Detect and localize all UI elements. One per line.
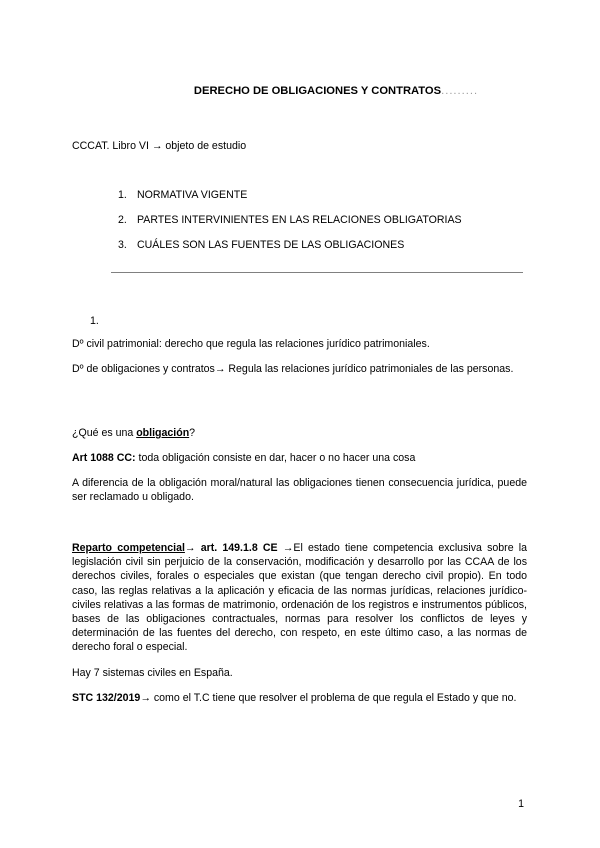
paragraph-diferencia: A diferencia de la obligación moral/natural las obligaciones tienen consecuencia jurídica, puede ser reclamado u obligado. [72, 477, 527, 504]
art-1088-line [72, 451, 527, 465]
list-item [118, 213, 462, 227]
paragraph-civil-patrimonial: Dº civil patrimonial: derecho que regula las relaciones jurídico patrimoniales. [72, 338, 430, 350]
reparto-arrow: → [184, 542, 201, 554]
paragraph-reparto-competencial [72, 541, 527, 655]
art-1088-label: Art 1088 CC: [72, 452, 136, 464]
list-number: 3. [118, 239, 127, 251]
horizontal-divider [111, 272, 523, 273]
list-number: 2. [118, 214, 127, 226]
paragraph-obligaciones-contratos: Dº de obligaciones y contratos→ Regula las relaciones jurídico patrimoniales de las personas. [72, 363, 514, 375]
title-dots: ......... [441, 85, 479, 97]
reparto-text: →El estado tiene competencia exclusiva sobre la legislación civil sin perjuicio de la conservación, modificación y desarrollo por las CCAA de los derechos civiles, forales o especiales que existan (que tengan derecho civil propio). En todo caso, las reglas relativas a la aplicación y eficacia de las normas jurídicas, relaciones jurídico-civiles relativas a las formas de matrimonio, ordenación de los registros e instrumentos públicos, bases de las obligaciones contractuales, normas para resolver los conflictos de leyes y determinación de las fuentes del derecho, con respeto, en este último caso, a las normas de derecho foral o especial. [72, 542, 528, 654]
paragraph-stc [72, 691, 527, 705]
question-line [72, 426, 527, 440]
list-text: PARTES INTERVINIENTES EN LAS RELACIONES OBLIGATORIAS [137, 214, 462, 226]
list-text: CUÁLES SON LAS FUENTES DE LAS OBLIGACIONES [137, 239, 405, 251]
intro-line: CCCAT. Libro VI → objeto de estudio [72, 140, 247, 152]
list-text: NORMATIVA VIGENTE [137, 189, 248, 201]
list-item [118, 188, 247, 202]
section-number: 1. [90, 315, 99, 327]
list-item [118, 238, 404, 252]
title-text: DERECHO DE OBLIGACIONES Y CONTRATOS [193, 85, 442, 97]
reparto-term: Reparto competencial [72, 542, 185, 554]
question-pre: ¿Qué es una [72, 427, 137, 439]
stc-text: → como el T.C tiene que resolver el problema de que regula el Estado y que no. [140, 692, 517, 704]
stc-label: STC 132/2019 [72, 692, 141, 704]
page-number: 1 [518, 798, 524, 810]
question-term: obligación [136, 427, 190, 439]
document-title [0, 84, 600, 98]
reparto-article: art. 149.1.8 CE [200, 542, 278, 554]
question-post: ? [189, 427, 196, 439]
art-1088-text: toda obligación consiste en dar, hacer o no hacer una cosa [135, 452, 416, 464]
list-number: 1. [118, 189, 127, 201]
paragraph-sistemas: Hay 7 sistemas civiles en España. [72, 667, 233, 679]
